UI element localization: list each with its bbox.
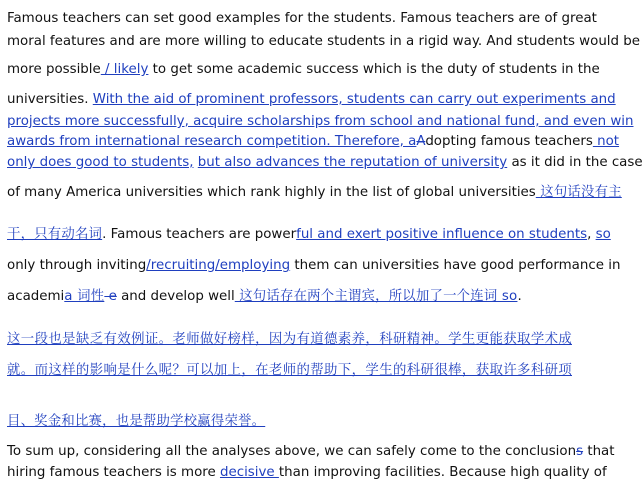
body-text: only through inviting [7, 258, 147, 273]
text-line [7, 182, 622, 204]
text-line [7, 441, 615, 463]
text-line [7, 462, 607, 484]
body-text: universities. [7, 92, 93, 107]
tracked-insertion: but also advances the reputation of university [197, 155, 508, 170]
tracked-insertion: only does good to students, [7, 155, 194, 170]
tracked-insertion: decisive [219, 465, 279, 480]
text-line [7, 31, 641, 53]
tracked-insertion: /recruiting/employing [146, 258, 291, 273]
text-line [7, 255, 621, 277]
body-text: dopting famous teachers [425, 134, 593, 149]
reviewer-comment: 目、奖金和比赛，也是帮助学校赢得荣誉。 [7, 414, 266, 429]
body-text: , [587, 227, 596, 242]
body-text: hiring famous teachers is more [7, 465, 220, 480]
text-line [7, 411, 572, 433]
body-text: of many America universities which rank highly in the list of global universities [7, 185, 536, 200]
text-line [7, 329, 572, 351]
tracked-deletion: s [576, 444, 584, 459]
body-text: them can universities have good performance in [290, 258, 621, 273]
reviewer-comment: 就。而这样的影响是什么呢？可以加上，在老师的帮助下，学生的科研很棒，获取许多科研项 [7, 363, 572, 378]
tracked-insertion: ful and exert positive influence on students [296, 227, 588, 242]
reviewer-comment: 这句话没有主 [535, 185, 622, 200]
body-text: academi [7, 289, 65, 304]
text-line [7, 8, 597, 30]
text-line [7, 286, 572, 308]
body-text: moral features and are more willing to educate students in a rigid way. And students would be [7, 34, 641, 49]
tracked-insertion: projects more successfully, acquire scholarships from school and national fund, and even win [7, 114, 634, 129]
body-text: Famous teachers can set good examples for the students. Famous teachers are of great [7, 11, 597, 26]
tracked-insertion: so [595, 227, 611, 242]
reviewer-comment: 这句话存在两个主谓宾，所以加了一个连词 so [234, 289, 518, 304]
body-text: that [583, 444, 615, 459]
body-text: more possible [7, 62, 101, 77]
text-line [7, 59, 600, 81]
reviewer-comment: 干，只有动名词 [7, 227, 103, 242]
tracked-insertion: / likely [100, 62, 149, 77]
body-text: . Famous teachers are power [102, 227, 297, 242]
text-line [7, 360, 572, 382]
text-line [7, 111, 634, 133]
text-line [7, 224, 611, 246]
body-text: To sum up, considering all the analyses above, we can safely come to the conclusion [7, 444, 577, 459]
tracked-insertion: not [592, 134, 620, 149]
text-line [7, 152, 643, 174]
reviewer-comment: 这一段也是缺乏有效例证。老师做好榜样，因为有道德素养，科研精神。学生更能获取学术成 [7, 332, 572, 347]
body-text: than improving facilities. Because high quality of [278, 465, 607, 480]
body-text: as it did in the case [507, 155, 643, 170]
body-text: and develop well [116, 289, 235, 304]
reviewer-comment: a 词性 [64, 289, 105, 304]
tracked-deletion: e [104, 289, 117, 304]
text-line [7, 131, 620, 153]
text-line [7, 89, 616, 111]
body-text: to get some academic success which is the duty of students in the [148, 62, 600, 77]
tracked-insertion: awards from international research competition. Therefore, a [7, 134, 417, 149]
tracked-insertion: With the aid of prominent professors, students can carry out experiments and [92, 92, 616, 107]
body-text: . [517, 289, 522, 304]
tracked-deletion: A [416, 134, 426, 149]
